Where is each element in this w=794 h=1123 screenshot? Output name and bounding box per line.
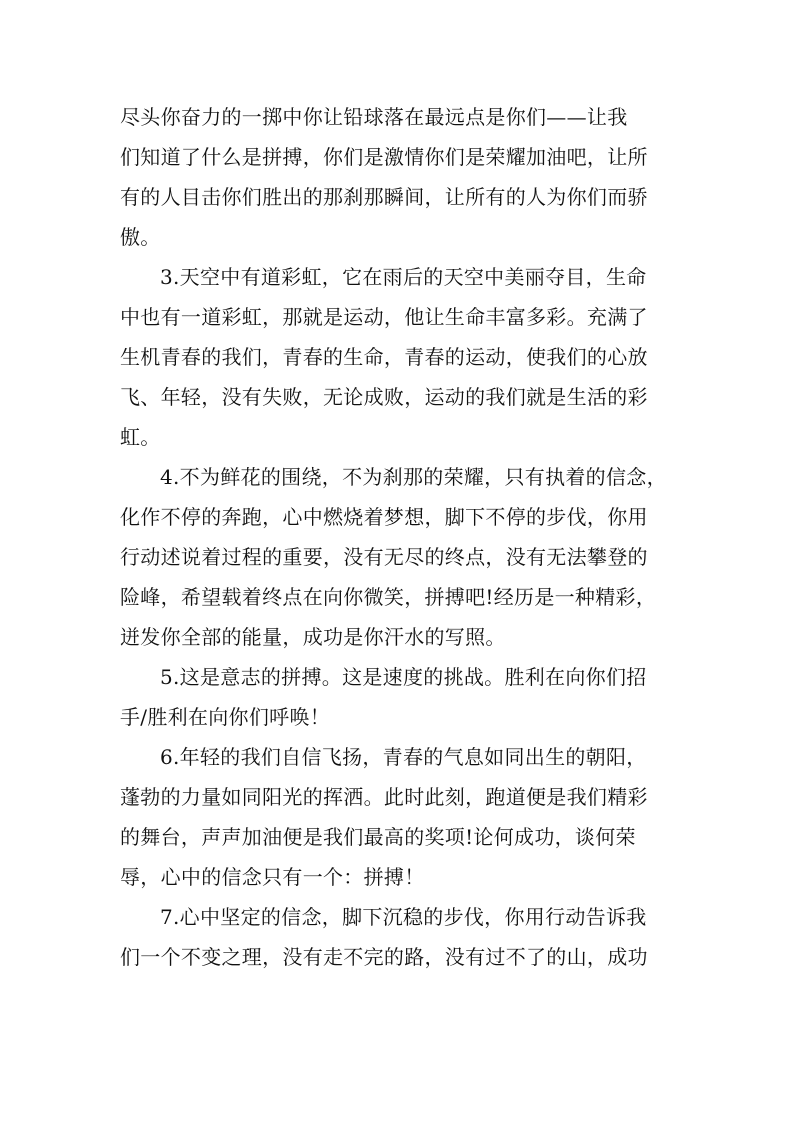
paragraph-line: 行动述说着过程的重要，没有无尽的终点，没有无法攀登的 — [120, 545, 648, 569]
paragraph-line: 险峰，希望载着终点在向你微笑，拼搏吧!经历是一种精彩， — [120, 585, 657, 609]
paragraph-line: 们知道了什么是拼搏，你们是激情你们是荣耀加油吧，让所 — [120, 145, 648, 169]
paragraph-line: 化作不停的奔跑，心中燃烧着梦想，脚下不停的步伐，你用 — [120, 505, 648, 529]
paragraph-line: 们一个不变之理，没有走不完的路，没有过不了的山，成功 — [120, 945, 648, 969]
paragraph-line: 4.不为鲜花的围绕，不为刹那的荣耀，只有执着的信念， — [160, 465, 667, 489]
paragraph-line: 中也有一道彩虹，那就是运动，他让生命丰富多彩。充满了 — [120, 305, 648, 329]
paragraph-line: 虹。 — [120, 425, 161, 449]
paragraph-line: 有的人目击你们胜出的那刹那瞬间，让所有的人为你们而骄 — [120, 185, 648, 209]
paragraph-line: 辱，心中的信念只有一个：拼搏！ — [120, 865, 425, 889]
paragraph-line: 生机青春的我们，青春的生命，青春的运动，使我们的心放 — [120, 345, 648, 369]
paragraph-line: 手/胜利在向你们呼唤！ — [120, 705, 331, 729]
paragraph-line: 3.天空中有道彩虹，它在雨后的天空中美丽夺目，生命 — [160, 265, 647, 289]
paragraph-line: 尽头你奋力的一掷中你让铅球落在最远点是你们——让我 — [120, 105, 628, 129]
paragraph-line: 蓬勃的力量如同阳光的挥洒。此时此刻，跑道便是我们精彩 — [120, 785, 648, 809]
paragraph-line: 5.这是意志的拼搏。这是速度的挑战。胜利在向你们招 — [160, 665, 647, 689]
paragraph-line: 傲。 — [120, 225, 161, 249]
paragraph-line: 迸发你全部的能量，成功是你汗水的写照。 — [120, 625, 506, 649]
paragraph-line: 7.心中坚定的信念，脚下沉稳的步伐，你用行动告诉我 — [160, 905, 647, 929]
paragraph-line: 的舞台，声声加油便是我们最高的奖项!论何成功，谈何荣 — [120, 825, 636, 849]
paragraph-line: 6.年轻的我们自信飞扬，青春的气息如同出生的朝阳， — [160, 745, 647, 769]
paragraph-line: 飞、年轻，没有失败，无论成败，运动的我们就是生活的彩 — [120, 385, 648, 409]
